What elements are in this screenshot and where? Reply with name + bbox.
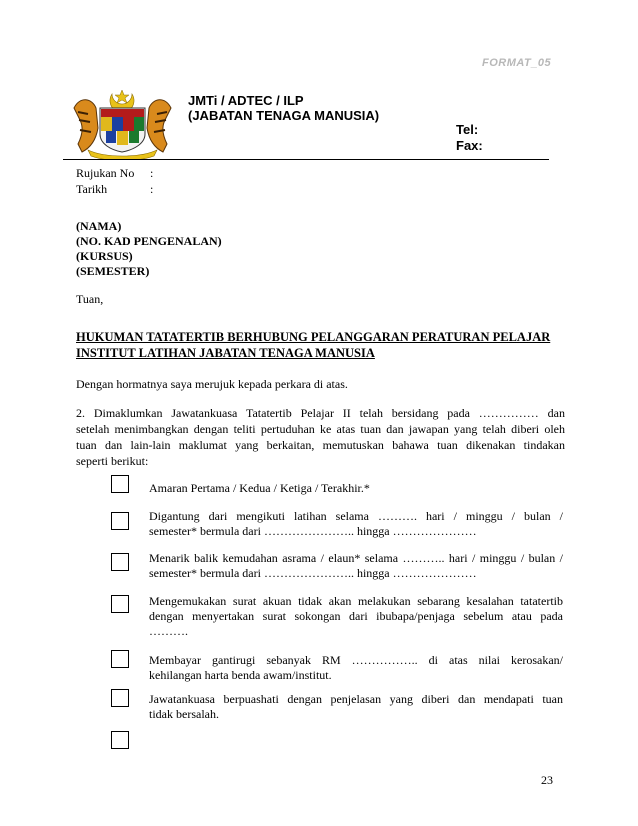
option-line: kehilangan harta benda awam/institut. <box>149 668 332 682</box>
option-checkbox-7[interactable] <box>111 731 129 749</box>
option-text-1 <box>149 481 563 496</box>
paragraph-2-line: tuan dan lain-lain maklumat yang berkaitan, memutuskan bahawa tuan dikenakan tindakan <box>76 438 565 452</box>
option-line: dengan menyertakan surat sokongan dari ibubapa/penjaga sebelum atau pada <box>149 609 563 623</box>
format-code: FORMAT_05 <box>482 57 552 69</box>
intro-text: Dengan hormatnya saya merujuk kepada perkara di atas. <box>76 377 348 391</box>
subject-line1: HUKUMAN TATATERTIB BERHUBUNG PELANGGARAN PERATURAN PELAJAR <box>76 330 551 344</box>
option-checkbox-1[interactable] <box>111 475 129 493</box>
paragraph-2-line: setelah menimbangkan dengan teliti pertuduhan ke atas tuan dan jawapan yang telah diberi oleh <box>76 422 565 436</box>
option-text-4 <box>149 594 563 639</box>
option-line: ………. <box>149 624 188 638</box>
option-text-6 <box>149 692 563 722</box>
header-agency-line1: JMTi / ADTEC / ILP <box>188 93 304 108</box>
option-checkbox-2[interactable] <box>111 512 129 530</box>
recipient-course: (KURSUS) <box>76 249 133 263</box>
option-line: Mengemukakan surat akuan tidak akan melakukan sebarang kesalahan tatatertib <box>149 594 563 608</box>
recipient-name: (NAMA) <box>76 219 122 233</box>
option-checkbox-3[interactable] <box>111 553 129 571</box>
option-checkbox-5[interactable] <box>111 650 129 668</box>
option-checkbox-4[interactable] <box>111 595 129 613</box>
subject-line2: INSTITUT LATIHAN JABATAN TENAGA MANUSIA <box>76 346 375 360</box>
option-text-3 <box>149 551 563 581</box>
paragraph-2 <box>76 405 565 469</box>
option-text-5 <box>149 653 563 683</box>
paragraph-2-line: seperti berikut: <box>76 454 149 468</box>
option-text-2 <box>149 509 563 539</box>
option-line: semester* bermula dari ………………….. hingga ………………… <box>149 524 477 538</box>
option-line: Digantung dari mengikuti latihan selama ………. hari / minggu / bulan / <box>149 509 563 523</box>
option-line: Jawatankuasa berpuashati dengan penjelasan yang diberi dan mendapati tuan <box>149 692 563 706</box>
recipient-ic: (NO. KAD PENGENALAN) <box>76 234 222 248</box>
tarikh-colon: : <box>150 182 154 196</box>
option-checkbox-6[interactable] <box>111 689 129 707</box>
header-tel-label: Tel: <box>456 122 479 137</box>
option-line: Membayar gantirugi sebanyak RM …………….. di atas nilai kerosakan/ <box>149 653 563 667</box>
header-agency-line2: (JABATAN TENAGA MANUSIA) <box>188 108 380 123</box>
option-line: Amaran Pertama / Kedua / Ketiga / Terakhir.* <box>149 481 370 495</box>
option-line: tidak bersalah. <box>149 707 219 721</box>
header-divider <box>63 159 549 160</box>
coat-of-arms-logo <box>70 88 175 160</box>
paragraph-2-line: 2. Dimaklumkan Jawatankuasa Tatatertib Pelajar II telah bersidang pada …………… dan <box>76 406 565 420</box>
option-line: Menarik balik kemudahan asrama / elaun* selama ……….. hari / minggu / bulan / <box>149 551 563 565</box>
page-number: 23 <box>541 773 553 787</box>
rujukan-label: Rujukan No <box>76 166 135 180</box>
tarikh-label: Tarikh <box>76 182 108 196</box>
rujukan-colon: : <box>150 166 154 180</box>
option-line: semester* bermula dari ………………….. hingga ………………… <box>149 566 477 580</box>
recipient-semester: (SEMESTER) <box>76 264 150 278</box>
header-fax-label: Fax: <box>456 138 483 153</box>
salutation: Tuan, <box>76 292 104 306</box>
